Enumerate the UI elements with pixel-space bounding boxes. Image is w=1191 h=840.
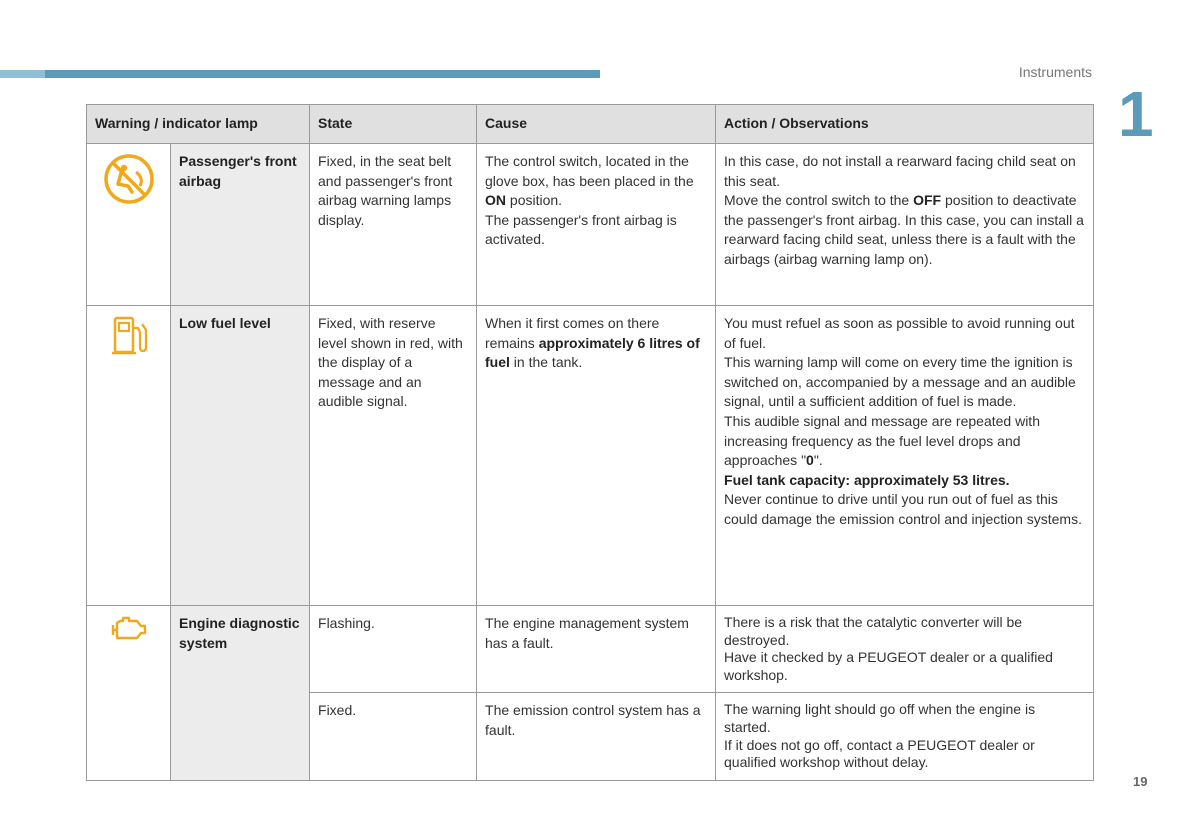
cause-cell: The emission control system has a fault. (477, 693, 716, 780)
warning-lamp-table (86, 104, 1094, 781)
fuel-pump-icon (109, 314, 149, 358)
cause-cell: When it first comes on there remains approximately 6 litres of fuel in the tank. (477, 306, 716, 606)
header-accent-bar (45, 70, 600, 78)
cause-cell: The control switch, located in the glove box, has been placed in the ON position. The passenger's front airbag is activated. (477, 144, 716, 306)
action-cell: There is a risk that the catalytic converter will be destroyed. Have it checked by a PEUGEOT dealer or a qualified workshop. (716, 606, 1094, 693)
action-cell: The warning light should go off when the engine is started. If it does not go off, contact a PEUGEOT dealer or qualified workshop without delay. (716, 693, 1094, 780)
table-header-row (87, 105, 1094, 144)
icon-cell (87, 306, 171, 606)
header-accent-bar-light (0, 70, 45, 78)
engine-icon (108, 614, 150, 644)
lamp-name: Low fuel level (171, 306, 310, 606)
action-cell: In this case, do not install a rearward facing child seat on this seat. Move the control switch to the OFF position to deactivate the passenger's front airbag. In this case, you can install a rearward facing child seat, unless there is a fault with the airbags (airbag warning lamp on). (716, 144, 1094, 306)
airbag-off-icon (102, 152, 156, 206)
chapter-number: 1 (1118, 78, 1154, 150)
state-cell: Flashing. (310, 606, 477, 693)
lamp-name: Passenger's front airbag (171, 144, 310, 306)
column-header: Warning / indicator lamp (87, 105, 310, 144)
column-header: Action / Observations (716, 105, 1094, 144)
table-row (87, 144, 1094, 306)
cause-cell: The engine management system has a fault. (477, 606, 716, 693)
section-title: Instruments (1018, 64, 1092, 80)
state-cell: Fixed, with reserve level shown in red, with the display of a message and an audible signal. (310, 306, 477, 606)
column-header: State (310, 105, 477, 144)
table-row (87, 606, 1094, 693)
state-cell: Fixed, in the seat belt and passenger's front airbag warning lamps display. (310, 144, 477, 306)
lamp-name: Engine diagnostic system (171, 606, 310, 781)
table-row (87, 306, 1094, 606)
state-cell: Fixed. (310, 693, 477, 780)
icon-cell (87, 606, 171, 781)
action-cell: You must refuel as soon as possible to avoid running out of fuel. This warning lamp will come on every time the ignition is switched on, accompanied by a message and an audible signal, until a sufficient addition of fuel is made. This audible signal and message are repeated with increasing frequency as the fuel level drops and approaches "0". Fuel tank capacity: approximately 53 litres. Never continue to drive until you run out of fuel as this could damage the emission control and injection systems. (716, 306, 1094, 606)
column-header: Cause (477, 105, 716, 144)
icon-cell (87, 144, 171, 306)
page-number: 19 (1133, 774, 1148, 789)
